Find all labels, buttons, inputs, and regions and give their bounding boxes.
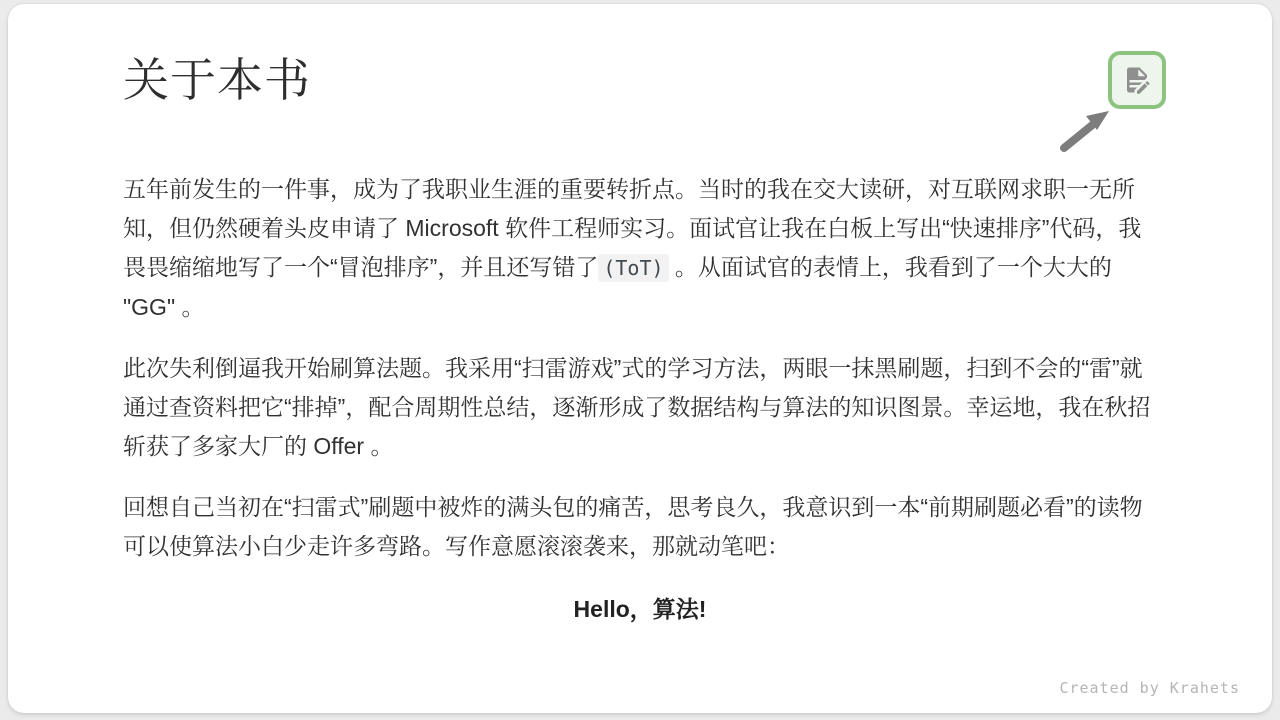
- edit-page-button[interactable]: [1122, 65, 1152, 95]
- file-edit-icon: [1122, 65, 1152, 95]
- paragraph-2: 此次失利倒逼我开始刷算法题。我采用“扫雷游戏”式的学习方法，两眼一抹黑刷题，扫到不会的“雷”就通过查资料把它“排掉”，配合周期性总结，逐渐形成了数据结构与算法的知识图景。幸运地，我在秋招斩获了多家大厂的 Offer 。: [123, 355, 1151, 459]
- paragraph-3: 回想自己当初在“扫雷式”刷题中被炸的满头包的痛苦，思考良久，我意识到一本“前期刷题必看”的读物可以使算法小白少走许多弯路。写作意愿滚滚袭来，那就动笔吧：: [123, 494, 1143, 559]
- paragraph-1-text-after: 。从面试官的表情上，我看到了一个大大的 "GG" 。: [123, 254, 1112, 320]
- content-card: [8, 4, 1272, 713]
- tagline: [123, 590, 1157, 629]
- footer-credit: Created by Krahets: [1059, 679, 1240, 697]
- article-body: [123, 170, 1157, 629]
- inline-code: (ToT): [598, 254, 668, 282]
- paragraph-1: [123, 170, 1157, 327]
- paragraph-1-text: 五年前发生的一件事，成为了我职业生涯的重要转折点。当时的我在交大读研，对互联网求职一无所知，但仍然硬着头皮申请了 Microsoft 软件工程师实习。面试官让我在白板上写出“快速排序”代码，我畏畏缩缩地写了一个“冒泡排序”，并且还写错了: [123, 176, 1142, 280]
- annotation-arrow-icon: [1056, 102, 1118, 156]
- edit-button-highlight: [1108, 51, 1166, 109]
- tagline-text: Hello，算法!: [573, 596, 707, 622]
- page-title: 关于本书: [123, 54, 311, 106]
